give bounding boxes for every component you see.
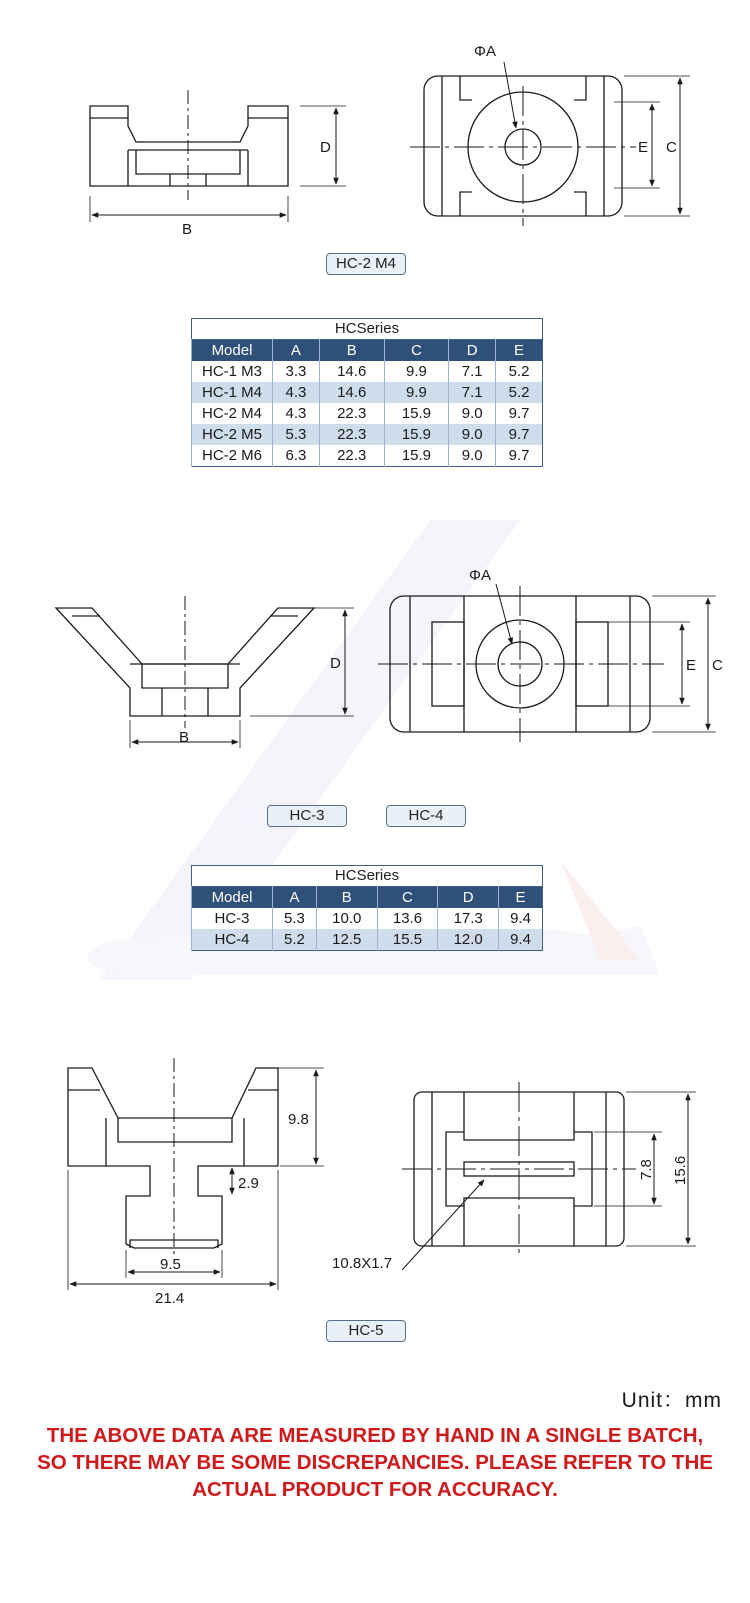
cell-C: 13.6 xyxy=(377,908,438,929)
cell-E: 9.4 xyxy=(499,908,543,929)
table-row xyxy=(192,403,543,424)
cell-C: 15.9 xyxy=(384,445,449,467)
header-B: B xyxy=(319,340,384,362)
cell-E: 9.7 xyxy=(496,403,543,424)
cell-A: 5.2 xyxy=(273,929,317,951)
cell-A: 4.3 xyxy=(273,403,320,424)
model-label-hc5: HC-5 xyxy=(326,1320,406,1342)
cell-D: 7.1 xyxy=(449,382,496,403)
header-E: E xyxy=(499,887,543,909)
cell-E: 9.4 xyxy=(499,929,543,951)
cell-D: 12.0 xyxy=(438,929,499,951)
model-label-hc3: HC-3 xyxy=(267,805,347,827)
cell-model: HC-1 M4 xyxy=(192,382,273,403)
dim-E-label: E xyxy=(638,139,649,156)
dim-step-label: 2.9 xyxy=(238,1175,259,1192)
cell-A: 5.3 xyxy=(273,424,320,445)
cell-C: 15.9 xyxy=(384,403,449,424)
dim-D-label: D xyxy=(330,655,341,672)
dim-width-label: 21.4 xyxy=(155,1290,185,1307)
dim-C-label: C xyxy=(712,657,723,674)
cell-B: 22.3 xyxy=(319,403,384,424)
cell-model: HC-2 M6 xyxy=(192,445,273,467)
cell-model: HC-4 xyxy=(192,929,273,951)
header-A: A xyxy=(273,340,320,362)
disclaimer-text: THE ABOVE DATA ARE MEASURED BY HAND IN A SINGLE BATCH, SO THERE MAY BE SOME DISCREPANCIES. PLEASE REFER TO THE ACTUAL PRODUCT FOR ACCURACY. xyxy=(37,1424,713,1501)
header-A: A xyxy=(273,887,317,909)
table-title: HCSeries xyxy=(191,318,543,339)
dim-B-label: B xyxy=(182,221,193,238)
header-C: C xyxy=(384,340,449,362)
cell-C: 9.9 xyxy=(384,382,449,403)
cell-model: HC-2 M5 xyxy=(192,424,273,445)
header-D: D xyxy=(449,340,496,362)
cell-B: 10.0 xyxy=(316,908,377,929)
header-D: D xyxy=(438,887,499,909)
cell-A: 6.3 xyxy=(273,445,320,467)
cell-D: 9.0 xyxy=(449,445,496,467)
hc1-hc2-spec-table xyxy=(191,318,543,467)
table-row xyxy=(192,445,543,467)
hc2-side-view xyxy=(90,90,346,222)
cell-E: 9.7 xyxy=(496,445,543,467)
cell-E: 5.2 xyxy=(496,382,543,403)
hc3-hc4-technical-drawing xyxy=(0,560,750,800)
dim-B-label: B xyxy=(179,729,190,746)
dim-E-label: E xyxy=(686,657,697,674)
cell-E: 5.2 xyxy=(496,361,543,382)
header-C: C xyxy=(377,887,438,909)
dim-E-value: 7.8 xyxy=(638,1159,655,1180)
dim-phiA-label: ΦA xyxy=(474,43,496,60)
cell-B: 22.3 xyxy=(319,445,384,467)
cell-D: 9.0 xyxy=(449,403,496,424)
table-row xyxy=(192,382,543,403)
dim-C-value: 15.6 xyxy=(672,1155,689,1185)
hc5-side-view xyxy=(68,1058,324,1290)
hc3-side-view xyxy=(56,596,354,748)
cell-D: 9.0 xyxy=(449,424,496,445)
cell-model: HC-1 M3 xyxy=(192,361,273,382)
cell-model: HC-2 M4 xyxy=(192,403,273,424)
table-title: HCSeries xyxy=(191,865,543,886)
cell-C: 15.5 xyxy=(377,929,438,951)
cell-A: 5.3 xyxy=(273,908,317,929)
dim-C-label: C xyxy=(666,139,677,156)
cell-B: 12.5 xyxy=(316,929,377,951)
header-model: Model xyxy=(192,887,273,909)
cell-E: 9.7 xyxy=(496,424,543,445)
model-label-hc2-m4: HC-2 M4 xyxy=(326,253,406,275)
table-header-row xyxy=(192,340,543,362)
cell-model: HC-3 xyxy=(192,908,273,929)
dim-phiA-label: ΦA xyxy=(469,567,491,584)
cell-A: 4.3 xyxy=(273,382,320,403)
hc4-top-view xyxy=(378,584,716,742)
table-row xyxy=(192,361,543,382)
unit-label: Unit：mm xyxy=(621,1389,722,1412)
header-E: E xyxy=(496,340,543,362)
cell-D: 17.3 xyxy=(438,908,499,929)
dim-D-label: D xyxy=(320,139,331,156)
cell-C: 9.9 xyxy=(384,361,449,382)
table-row xyxy=(192,424,543,445)
hc5-technical-drawing xyxy=(0,1050,750,1320)
model-label-hc4: HC-4 xyxy=(386,805,466,827)
table-row xyxy=(192,908,543,929)
table-row xyxy=(192,929,543,951)
dim-slot-label: 10.8X1.7 xyxy=(332,1255,393,1272)
dim-base-label: 9.5 xyxy=(160,1256,181,1273)
cell-B: 22.3 xyxy=(319,424,384,445)
table-header-row xyxy=(192,887,543,909)
dim-height-label: 9.8 xyxy=(288,1111,309,1128)
header-B: B xyxy=(316,887,377,909)
cell-B: 14.6 xyxy=(319,382,384,403)
cell-A: 3.3 xyxy=(273,361,320,382)
cell-C: 15.9 xyxy=(384,424,449,445)
cell-B: 14.6 xyxy=(319,361,384,382)
header-model: Model xyxy=(192,340,273,362)
cell-D: 7.1 xyxy=(449,361,496,382)
hc3-hc4-spec-table xyxy=(191,865,543,951)
